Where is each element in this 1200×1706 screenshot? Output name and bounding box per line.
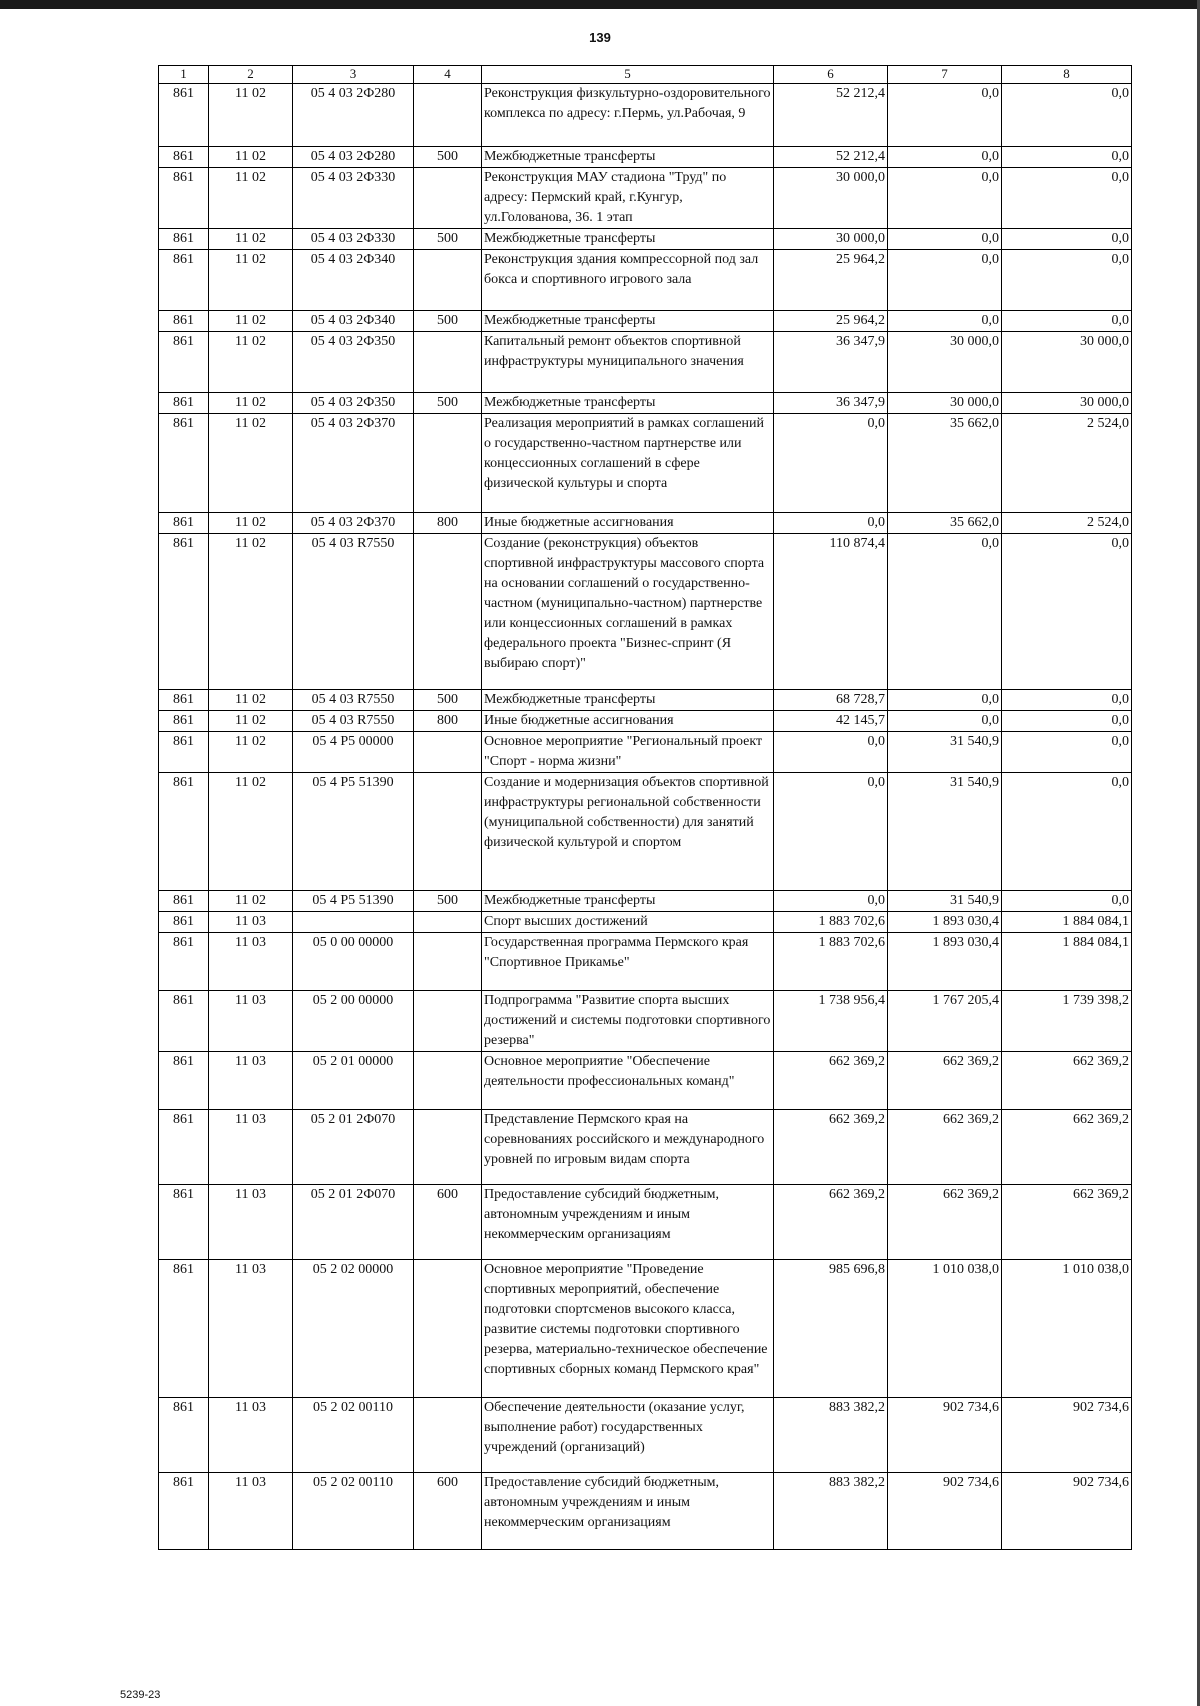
cell-sum-col8: 0,0 (1002, 250, 1132, 311)
cell-name: Реконструкция МАУ стадиона "Труд" по адресу: Пермский край, г.Кунгур, ул.Голованова, 36. 1 этап (482, 168, 774, 229)
cell-sum-col7: 662 369,2 (888, 1052, 1002, 1110)
cell-target-article: 05 2 01 2Ф070 (293, 1185, 414, 1260)
cell-expense-type: 600 (414, 1473, 482, 1550)
cell-sum-col8: 2 524,0 (1002, 513, 1132, 534)
table-row (159, 891, 1132, 912)
cell-target-article: 05 4 03 R7550 (293, 534, 414, 690)
cell-target-article: 05 4 P5 51390 (293, 891, 414, 912)
cell-sum-col8: 662 369,2 (1002, 1052, 1132, 1110)
cell-sum-col8: 0,0 (1002, 147, 1132, 168)
cell-sum-col7: 0,0 (888, 84, 1002, 147)
cell-expense-type (414, 1052, 482, 1110)
cell-sum-col6: 0,0 (774, 513, 888, 534)
cell-grbs: 861 (159, 1185, 209, 1260)
table-row (159, 1473, 1132, 1550)
cell-section: 11 02 (209, 773, 293, 891)
table-row (159, 414, 1132, 513)
cell-name: Межбюджетные трансферты (482, 147, 774, 168)
cell-name: Создание и модернизация объектов спортивной инфраструктуры региональной собственности (муниципальной собственности) для занятий физической культурой и спортом (482, 773, 774, 891)
cell-target-article: 05 4 P5 51390 (293, 773, 414, 891)
cell-section: 11 03 (209, 933, 293, 991)
cell-sum-col7: 35 662,0 (888, 513, 1002, 534)
cell-sum-col8: 2 524,0 (1002, 414, 1132, 513)
cell-section: 11 03 (209, 1185, 293, 1260)
cell-sum-col8: 662 369,2 (1002, 1110, 1132, 1185)
cell-section: 11 02 (209, 147, 293, 168)
cell-grbs: 861 (159, 513, 209, 534)
cell-grbs: 861 (159, 414, 209, 513)
cell-target-article: 05 4 03 2Ф350 (293, 332, 414, 393)
header-col-3: 3 (293, 66, 414, 84)
cell-target-article: 05 2 01 00000 (293, 1052, 414, 1110)
cell-grbs: 861 (159, 311, 209, 332)
cell-target-article: 05 4 03 2Ф280 (293, 147, 414, 168)
cell-sum-col8: 0,0 (1002, 534, 1132, 690)
cell-sum-col6: 36 347,9 (774, 393, 888, 414)
cell-sum-col6: 662 369,2 (774, 1110, 888, 1185)
cell-grbs: 861 (159, 991, 209, 1052)
cell-name: Межбюджетные трансферты (482, 393, 774, 414)
cell-name: Капитальный ремонт объектов спортивной инфраструктуры муниципального значения (482, 332, 774, 393)
cell-expense-type (414, 84, 482, 147)
scan-top-edge (0, 0, 1200, 9)
cell-sum-col6: 1 738 956,4 (774, 991, 888, 1052)
cell-grbs: 861 (159, 1473, 209, 1550)
cell-sum-col7: 1 010 038,0 (888, 1260, 1002, 1398)
cell-target-article: 05 4 03 R7550 (293, 690, 414, 711)
cell-expense-type (414, 732, 482, 773)
table-row (159, 534, 1132, 690)
cell-sum-col6: 0,0 (774, 773, 888, 891)
cell-section: 11 03 (209, 991, 293, 1052)
cell-expense-type: 500 (414, 229, 482, 250)
cell-sum-col6: 36 347,9 (774, 332, 888, 393)
cell-sum-col6: 985 696,8 (774, 1260, 888, 1398)
table-row (159, 991, 1132, 1052)
cell-section: 11 02 (209, 414, 293, 513)
cell-sum-col6: 1 883 702,6 (774, 933, 888, 991)
cell-section: 11 02 (209, 84, 293, 147)
cell-target-article: 05 4 03 2Ф340 (293, 311, 414, 332)
cell-target-article: 05 4 03 2Ф330 (293, 168, 414, 229)
table-row (159, 168, 1132, 229)
cell-expense-type: 500 (414, 690, 482, 711)
table-row (159, 311, 1132, 332)
cell-name: Основное мероприятие "Обеспечение деятельности профессиональных команд" (482, 1052, 774, 1110)
table-row (159, 773, 1132, 891)
cell-grbs: 861 (159, 1052, 209, 1110)
cell-name: Подпрограмма "Развитие спорта высших достижений и системы подготовки спортивного резерва" (482, 991, 774, 1052)
cell-expense-type (414, 1398, 482, 1473)
cell-target-article: 05 2 02 00110 (293, 1473, 414, 1550)
cell-grbs: 861 (159, 773, 209, 891)
cell-sum-col7: 0,0 (888, 250, 1002, 311)
table-row (159, 933, 1132, 991)
cell-section: 11 03 (209, 1260, 293, 1398)
table-row (159, 147, 1132, 168)
cell-target-article: 05 2 00 00000 (293, 991, 414, 1052)
cell-expense-type (414, 933, 482, 991)
table-row (159, 732, 1132, 773)
cell-name: Основное мероприятие "Проведение спортивных мероприятий, обеспечение подготовки спортсменов высокого класса, развитие системы подготовки спортивного резерва, материально-техническое обеспечение спортивных сборных команд Пермского края" (482, 1260, 774, 1398)
cell-section: 11 02 (209, 690, 293, 711)
cell-target-article (293, 912, 414, 933)
cell-grbs: 861 (159, 933, 209, 991)
cell-target-article: 05 4 P5 00000 (293, 732, 414, 773)
cell-sum-col8: 0,0 (1002, 732, 1132, 773)
cell-name: Иные бюджетные ассигнования (482, 711, 774, 732)
cell-grbs: 861 (159, 168, 209, 229)
cell-expense-type: 600 (414, 1185, 482, 1260)
cell-name: Межбюджетные трансферты (482, 311, 774, 332)
cell-grbs: 861 (159, 393, 209, 414)
cell-section: 11 02 (209, 311, 293, 332)
cell-grbs: 861 (159, 1110, 209, 1185)
cell-name: Реконструкция физкультурно-оздоровительного комплекса по адресу: г.Пермь, ул.Рабочая, 9 (482, 84, 774, 147)
cell-sum-col7: 0,0 (888, 147, 1002, 168)
cell-sum-col8: 30 000,0 (1002, 332, 1132, 393)
cell-expense-type: 500 (414, 891, 482, 912)
cell-expense-type (414, 773, 482, 891)
cell-sum-col7: 35 662,0 (888, 414, 1002, 513)
table-header-row (159, 66, 1132, 84)
cell-sum-col6: 110 874,4 (774, 534, 888, 690)
cell-expense-type: 800 (414, 513, 482, 534)
cell-sum-col8: 1 884 084,1 (1002, 912, 1132, 933)
table-body (159, 84, 1132, 1550)
cell-sum-col8: 30 000,0 (1002, 393, 1132, 414)
table-row (159, 1110, 1132, 1185)
cell-section: 11 02 (209, 393, 293, 414)
table-row (159, 912, 1132, 933)
cell-expense-type (414, 414, 482, 513)
cell-target-article: 05 4 03 R7550 (293, 711, 414, 732)
cell-sum-col8: 0,0 (1002, 84, 1132, 147)
cell-sum-col8: 0,0 (1002, 311, 1132, 332)
cell-grbs: 861 (159, 891, 209, 912)
budget-table (158, 65, 1132, 1550)
cell-grbs: 861 (159, 711, 209, 732)
cell-sum-col8: 1 010 038,0 (1002, 1260, 1132, 1398)
cell-sum-col7: 31 540,9 (888, 732, 1002, 773)
cell-name: Иные бюджетные ассигнования (482, 513, 774, 534)
cell-target-article: 05 4 03 2Ф280 (293, 84, 414, 147)
cell-target-article: 05 4 03 2Ф350 (293, 393, 414, 414)
cell-target-article: 05 2 02 00110 (293, 1398, 414, 1473)
cell-grbs: 861 (159, 690, 209, 711)
cell-grbs: 861 (159, 732, 209, 773)
cell-sum-col8: 0,0 (1002, 690, 1132, 711)
cell-section: 11 02 (209, 229, 293, 250)
cell-target-article: 05 4 03 2Ф330 (293, 229, 414, 250)
cell-name: Реализация мероприятий в рамках соглашений о государственно-частном партнерстве или концессионных соглашений в сфере физической культуры и спорта (482, 414, 774, 513)
cell-sum-col6: 883 382,2 (774, 1398, 888, 1473)
cell-sum-col6: 42 145,7 (774, 711, 888, 732)
table-row (159, 711, 1132, 732)
cell-sum-col6: 68 728,7 (774, 690, 888, 711)
cell-sum-col6: 662 369,2 (774, 1185, 888, 1260)
cell-grbs: 861 (159, 912, 209, 933)
cell-sum-col8: 902 734,6 (1002, 1398, 1132, 1473)
table-row (159, 332, 1132, 393)
cell-expense-type (414, 912, 482, 933)
cell-name: Создание (реконструкция) объектов спортивной инфраструктуры массового спорта на основании соглашений о государственно-частном (муниципально-частном) партнерстве или концессионных соглашений в рамках федерального проекта "Бизнес-спринт (Я выбираю спорт)" (482, 534, 774, 690)
cell-sum-col7: 1 893 030,4 (888, 912, 1002, 933)
cell-expense-type: 800 (414, 711, 482, 732)
cell-section: 11 03 (209, 1398, 293, 1473)
cell-sum-col6: 52 212,4 (774, 84, 888, 147)
cell-section: 11 02 (209, 513, 293, 534)
cell-grbs: 861 (159, 534, 209, 690)
cell-target-article: 05 2 01 2Ф070 (293, 1110, 414, 1185)
document-code: 5239-23 (120, 1689, 161, 1701)
header-col-6: 6 (774, 66, 888, 84)
cell-expense-type (414, 250, 482, 311)
cell-target-article: 05 4 03 2Ф370 (293, 513, 414, 534)
cell-sum-col7: 0,0 (888, 690, 1002, 711)
cell-sum-col6: 30 000,0 (774, 168, 888, 229)
table-row (159, 84, 1132, 147)
table-row (159, 250, 1132, 311)
cell-grbs: 861 (159, 1260, 209, 1398)
cell-sum-col6: 25 964,2 (774, 311, 888, 332)
cell-section: 11 03 (209, 1110, 293, 1185)
cell-sum-col7: 0,0 (888, 168, 1002, 229)
cell-target-article: 05 2 02 00000 (293, 1260, 414, 1398)
cell-section: 11 02 (209, 711, 293, 732)
cell-sum-col6: 0,0 (774, 414, 888, 513)
cell-section: 11 02 (209, 891, 293, 912)
header-col-8: 8 (1002, 66, 1132, 84)
cell-sum-col6: 30 000,0 (774, 229, 888, 250)
header-col-1: 1 (159, 66, 209, 84)
cell-sum-col7: 30 000,0 (888, 332, 1002, 393)
cell-name: Межбюджетные трансферты (482, 229, 774, 250)
cell-expense-type (414, 168, 482, 229)
table-row (159, 1260, 1132, 1398)
table-row (159, 393, 1132, 414)
cell-sum-col8: 0,0 (1002, 773, 1132, 891)
cell-grbs: 861 (159, 147, 209, 168)
cell-target-article: 05 0 00 00000 (293, 933, 414, 991)
cell-name: Межбюджетные трансферты (482, 690, 774, 711)
cell-sum-col7: 1 767 205,4 (888, 991, 1002, 1052)
cell-sum-col8: 1 739 398,2 (1002, 991, 1132, 1052)
cell-expense-type (414, 534, 482, 690)
cell-sum-col7: 662 369,2 (888, 1185, 1002, 1260)
cell-sum-col6: 25 964,2 (774, 250, 888, 311)
cell-name: Спорт высших достижений (482, 912, 774, 933)
cell-sum-col7: 0,0 (888, 711, 1002, 732)
cell-sum-col7: 0,0 (888, 311, 1002, 332)
header-col-4: 4 (414, 66, 482, 84)
cell-sum-col6: 0,0 (774, 891, 888, 912)
cell-section: 11 02 (209, 250, 293, 311)
cell-name: Реконструкция здания компрессорной под зал бокса и спортивного игрового зала (482, 250, 774, 311)
cell-expense-type (414, 1260, 482, 1398)
cell-sum-col7: 31 540,9 (888, 891, 1002, 912)
cell-sum-col8: 0,0 (1002, 229, 1132, 250)
cell-section: 11 02 (209, 732, 293, 773)
table-row (159, 1398, 1132, 1473)
cell-name: Основное мероприятие "Региональный проект "Спорт - норма жизни" (482, 732, 774, 773)
cell-sum-col7: 902 734,6 (888, 1473, 1002, 1550)
cell-section: 11 02 (209, 168, 293, 229)
cell-sum-col7: 31 540,9 (888, 773, 1002, 891)
cell-sum-col7: 30 000,0 (888, 393, 1002, 414)
cell-name: Межбюджетные трансферты (482, 891, 774, 912)
cell-section: 11 02 (209, 332, 293, 393)
cell-sum-col7: 0,0 (888, 229, 1002, 250)
cell-grbs: 861 (159, 1398, 209, 1473)
cell-sum-col7: 0,0 (888, 534, 1002, 690)
cell-target-article: 05 4 03 2Ф340 (293, 250, 414, 311)
table-row (159, 229, 1132, 250)
cell-grbs: 861 (159, 332, 209, 393)
header-col-5: 5 (482, 66, 774, 84)
cell-sum-col8: 902 734,6 (1002, 1473, 1132, 1550)
cell-section: 11 03 (209, 1052, 293, 1110)
cell-section: 11 02 (209, 534, 293, 690)
cell-sum-col8: 0,0 (1002, 168, 1132, 229)
header-col-2: 2 (209, 66, 293, 84)
cell-section: 11 03 (209, 1473, 293, 1550)
cell-expense-type: 500 (414, 147, 482, 168)
cell-sum-col7: 662 369,2 (888, 1110, 1002, 1185)
cell-sum-col7: 1 893 030,4 (888, 933, 1002, 991)
cell-expense-type (414, 991, 482, 1052)
cell-expense-type: 500 (414, 311, 482, 332)
cell-grbs: 861 (159, 229, 209, 250)
cell-expense-type: 500 (414, 393, 482, 414)
cell-expense-type (414, 332, 482, 393)
cell-grbs: 861 (159, 84, 209, 147)
cell-sum-col8: 662 369,2 (1002, 1185, 1132, 1260)
table-row (159, 513, 1132, 534)
cell-name: Предоставление субсидий бюджетным, автономным учреждениям и иным некоммерческим организациям (482, 1185, 774, 1260)
cell-name: Представление Пермского края на соревнованиях российского и международного уровней по игровым видам спорта (482, 1110, 774, 1185)
cell-target-article: 05 4 03 2Ф370 (293, 414, 414, 513)
cell-sum-col6: 52 212,4 (774, 147, 888, 168)
table-row (159, 690, 1132, 711)
cell-sum-col8: 0,0 (1002, 891, 1132, 912)
table-row (159, 1052, 1132, 1110)
cell-sum-col8: 1 884 084,1 (1002, 933, 1132, 991)
cell-sum-col6: 883 382,2 (774, 1473, 888, 1550)
cell-name: Обеспечение деятельности (оказание услуг, выполнение работ) государственных учреждений (организаций) (482, 1398, 774, 1473)
cell-name: Предоставление субсидий бюджетным, автономным учреждениям и иным некоммерческим организациям (482, 1473, 774, 1550)
cell-sum-col6: 1 883 702,6 (774, 912, 888, 933)
cell-grbs: 861 (159, 250, 209, 311)
table-row (159, 1185, 1132, 1260)
cell-name: Государственная программа Пермского края "Спортивное Прикамье" (482, 933, 774, 991)
cell-section: 11 03 (209, 912, 293, 933)
cell-sum-col6: 662 369,2 (774, 1052, 888, 1110)
cell-sum-col7: 902 734,6 (888, 1398, 1002, 1473)
header-col-7: 7 (888, 66, 1002, 84)
cell-sum-col8: 0,0 (1002, 711, 1132, 732)
page-number: 139 (589, 30, 611, 45)
cell-expense-type (414, 1110, 482, 1185)
cell-sum-col6: 0,0 (774, 732, 888, 773)
